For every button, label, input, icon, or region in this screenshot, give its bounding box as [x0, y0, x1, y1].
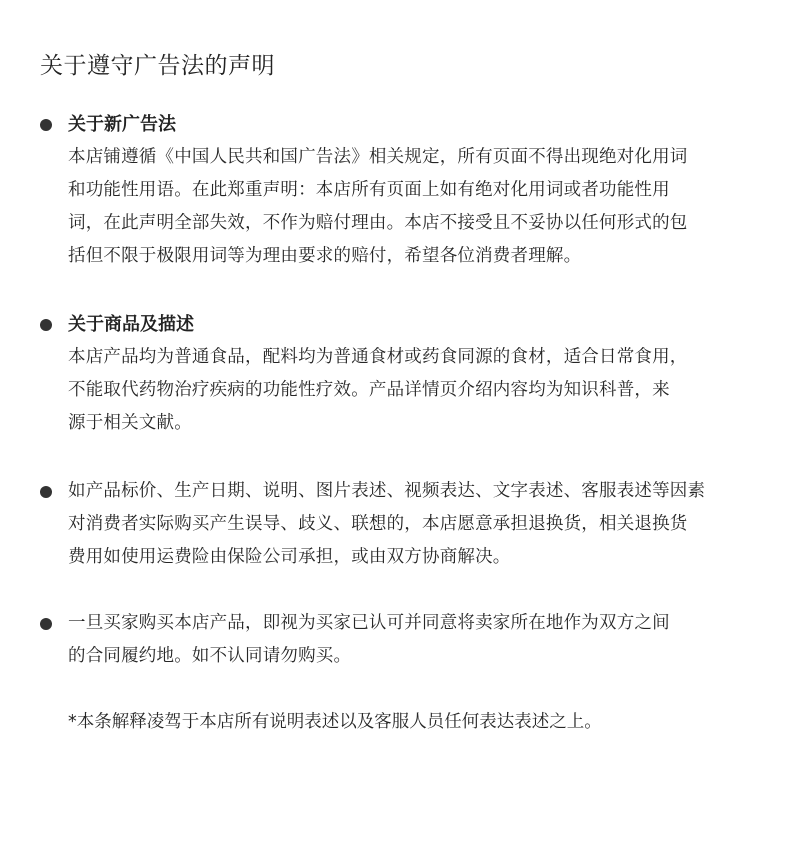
page-title: 关于遵守广告法的声明 [40, 53, 275, 79]
paragraph-line: 词，在此声明全部失效，不作为赔付理由。本店不接受且不妥协以任何形式的包 [68, 213, 688, 233]
paragraph-line: 费用如使用运费险由保险公司承担，或由双方协商解决。 [68, 547, 511, 567]
paragraph-line: 不能取代药物治疗疾病的功能性疗效。产品详情页介绍内容均为知识科普，来 [68, 380, 670, 400]
paragraph-line: 一旦买家购买本店产品，即视为买家已认可并同意将卖家所在地作为双方之间 [68, 613, 670, 633]
section-body [68, 475, 760, 574]
section-paragraph [68, 141, 760, 273]
section-heading: 关于新广告法 [68, 114, 176, 135]
paragraph-line: 和功能性用语。在此郑重声明：本店所有页面上如有绝对化用词或者功能性用 [68, 180, 670, 200]
paragraph-line: 本店铺遵循《中国人民共和国广告法》相关规定，所有页面不得出现绝对化用词 [68, 147, 688, 167]
bullet-dot-icon [40, 119, 52, 131]
paragraph-line: 源于相关文献。 [68, 413, 192, 433]
paragraph-line: 对消费者实际购买产生误导、歧义、联想的，本店愿意承担退换货，相关退换货 [68, 514, 688, 534]
paragraph-line: 如产品标价、生产日期、说明、图片表述、视频表达、文字表述、客服表述等因素 [68, 481, 706, 501]
bullet-dot-icon [40, 319, 52, 331]
bullet-dot-icon [40, 486, 52, 498]
bullet-dot-icon [40, 618, 52, 630]
section-body [68, 108, 760, 273]
paragraph-line: 本店产品均为普通食品，配料均为普通食材或药食同源的食材，适合日常食用， [68, 347, 688, 367]
section-heading: 关于商品及描述 [68, 314, 194, 335]
section-paragraph [68, 341, 760, 440]
footnote: *本条解释凌驾于本店所有说明表述以及客服人员任何表达表述之上。 [68, 712, 602, 732]
section-paragraph [68, 607, 760, 673]
section-body [68, 308, 760, 440]
paragraph-line: 的合同履约地。如不认同请勿购买。 [68, 646, 352, 666]
paragraph-line: 括但不限于极限用词等为理由要求的赔付，希望各位消费者理解。 [68, 246, 582, 266]
section-paragraph [68, 475, 760, 574]
section-body [68, 607, 760, 673]
